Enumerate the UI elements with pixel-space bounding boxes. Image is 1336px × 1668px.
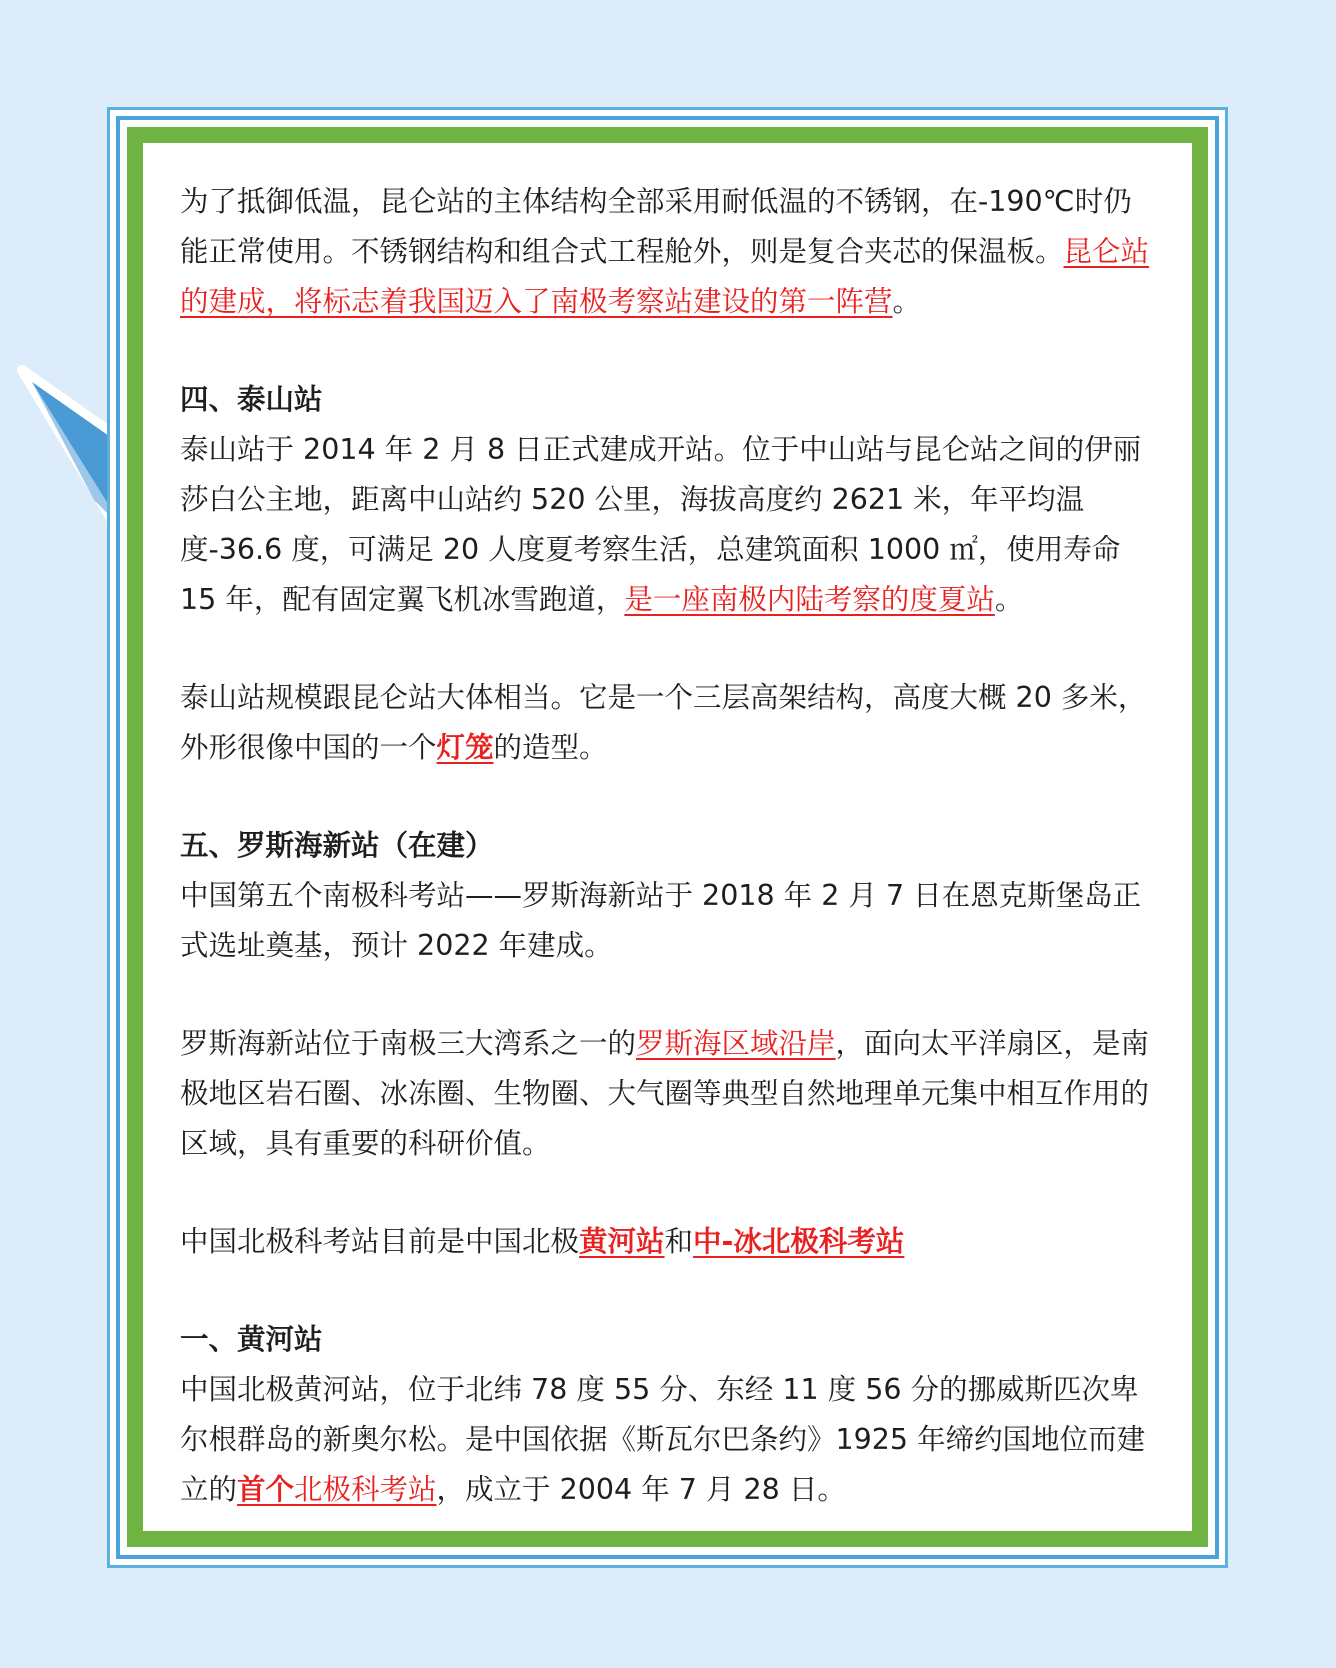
paragraph-taishan-1 <box>180 425 1160 625</box>
paragraph-taishan-2 <box>180 673 1160 773</box>
highlight-text: 灯笼 <box>436 731 494 764</box>
text: 。 <box>994 583 1024 616</box>
heading-ross-sea: 五、罗斯海新站（在建） <box>180 829 494 862</box>
paragraph-ross-sea-1: 中国第五个南极科考站——罗斯海新站于 2018 年 2 月 7 日在恩克斯堡岛正式选址奠基，预计 2022 年建成。 <box>180 879 1142 962</box>
heading-huanghe: 一、黄河站 <box>180 1323 323 1356</box>
text: 。 <box>892 285 922 318</box>
paragraph-huanghe <box>180 1365 1160 1515</box>
text: ，成立于 2004 年 7 月 28 日。 <box>436 1473 846 1506</box>
text: 泰山站于 2014 年 2 月 8 日正式建成开站。位于中山站与昆仑站之间的伊丽莎白公主地，距离中山站约 520 公里，海拔高度约 2621 米，年平均温度-36.6 度，可满足 20 人度夏考察生活，总建筑面积 1000 ㎡，使用寿命 15 年，配有固定翼飞机冰雪跑道， <box>180 433 1142 616</box>
text: 的造型。 <box>493 731 608 764</box>
article-body <box>180 177 1160 1515</box>
text: 中国北极科考站目前是中国北极 <box>180 1225 580 1258</box>
heading-taishan: 四、泰山站 <box>180 383 323 416</box>
text: 和 <box>664 1225 694 1258</box>
text: 中国北极黄河站，位于北纬 78 度 55 分、东经 11 度 56 分的挪威斯匹次卑尔根群岛的新奥尔松。是中国依据《斯瓦尔巴条约》1925 年缔约国地位而建立的 <box>180 1373 1146 1506</box>
highlight-text: 中-冰北极科考站 <box>693 1225 905 1258</box>
text: 泰山站规模跟昆仑站大体相当。它是一个三层高架结构，高度大概 20 多米，外形很像中国的一个 <box>180 681 1147 764</box>
highlight-text: 昆仑站的建成，将标志着我国迈入了南极考察站建设的第一阵营 <box>180 235 1150 318</box>
text: ，面向太平洋扇区，是南极地区岩石圈、冰冻圈、生物圈、大气圈等典型自然地理单元集中相互作用的区域，具有重要的科研价值。 <box>180 1027 1150 1160</box>
highlight-text: 北极科考站 <box>294 1473 437 1506</box>
paragraph-ross-sea-2 <box>180 1019 1160 1169</box>
paragraph-kunlun <box>180 177 1160 327</box>
highlight-text: 是一座南极内陆考察的度夏站 <box>624 583 995 616</box>
highlight-text: 黄河站 <box>579 1225 665 1258</box>
highlight-text: 首个 <box>237 1473 295 1506</box>
text: 罗斯海新站位于南极三大湾系之一的 <box>180 1027 637 1060</box>
highlight-text: 罗斯海区域沿岸 <box>636 1027 836 1060</box>
paragraph-arctic-intro <box>180 1217 1160 1267</box>
text: 为了抵御低温，昆仑站的主体结构全部采用耐低温的不锈钢，在-190℃时仍能正常使用。不锈钢结构和组合式工程舱外，则是复合夹芯的保温板。 <box>180 185 1132 268</box>
